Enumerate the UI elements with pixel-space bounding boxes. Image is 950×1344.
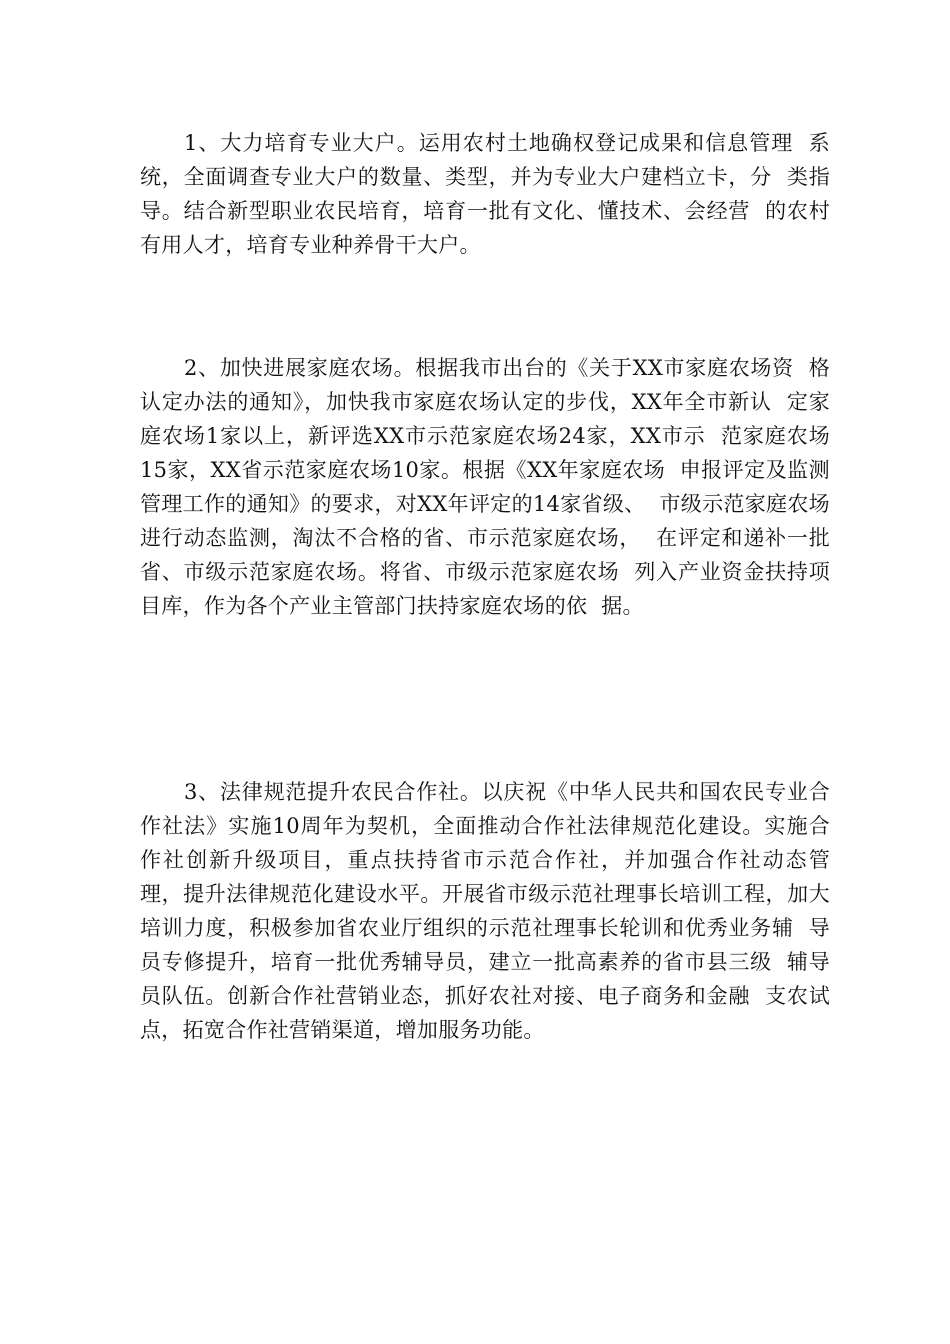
paragraph-line: 省、市级示范家庭农场。将省、市级示范家庭农场 列入产业资金扶持项 xyxy=(140,560,830,584)
paragraph-line: 1、大力培育专业大户。运用农村土地确权登记成果和信息管理 系 xyxy=(184,131,830,155)
paragraph-1 xyxy=(140,126,830,262)
paragraph-2 xyxy=(140,351,830,623)
paragraph-line: 作社法》实施10周年为契机，全面推动合作社法律规范化建设。实施合 xyxy=(140,814,830,838)
paragraph-3 xyxy=(140,775,830,1047)
paragraph-line: 15家，XX省示范家庭农场10家。根据《XX年家庭农场 申报评定及监测 xyxy=(140,458,830,482)
paragraph-line: 理，提升法律规范化建设水平。开展省市级示范社理事长培训工程，加大 xyxy=(140,882,830,906)
paragraph-line: 2、加快进展家庭农场。根据我市出台的《关于XX市家庭农场资 格 xyxy=(184,356,830,380)
paragraph-line: 有用人才，培育专业种养骨干大户。 xyxy=(140,233,481,257)
paragraph-line: 进行动态监测，淘汰不合格的省、市示范家庭农场， 在评定和递补一批 xyxy=(140,526,830,550)
paragraph-line: 点，拓宽合作社营销渠道，增加服务功能。 xyxy=(140,1018,545,1042)
paragraph-line: 员专修提升，培育一批优秀辅导员，建立一批高素养的省市县三级 辅导 xyxy=(140,950,830,974)
paragraph-line: 培训力度，积极参加省农业厅组织的示范社理事长轮训和优秀业务辅 导 xyxy=(140,916,830,940)
paragraph-line: 目库，作为各个产业主管部门扶持家庭农场的依 据。 xyxy=(140,594,644,618)
paragraph-line: 作社创新升级项目，重点扶持省市示范合作社，并加强合作社动态管 xyxy=(140,848,830,872)
paragraph-line: 统，全面调查专业大户的数量、类型，并为专业大户建档立卡，分 类指 xyxy=(140,165,830,189)
paragraph-line: 员队伍。创新合作社营销业态，抓好农社对接、电子商务和金融 支农试 xyxy=(140,984,830,1008)
paragraph-line: 庭农场1家以上，新评选XX市示范家庭农场24家，XX市示 范家庭农场 xyxy=(140,424,830,448)
paragraph-line: 3、法律规范提升农民合作社。以庆祝《中华人民共和国农民专业合 xyxy=(184,780,830,804)
paragraph-line: 导。结合新型职业农民培育，培育一批有文化、懂技术、会经营 的农村 xyxy=(140,199,830,223)
paragraph-line: 认定办法的通知》，加快我市家庭农场认定的步伐，XX年全市新认 定家 xyxy=(140,390,830,414)
paragraph-line: 管理工作的通知》的要求，对XX年评定的14家省级、 市级示范家庭农场 xyxy=(140,492,830,516)
